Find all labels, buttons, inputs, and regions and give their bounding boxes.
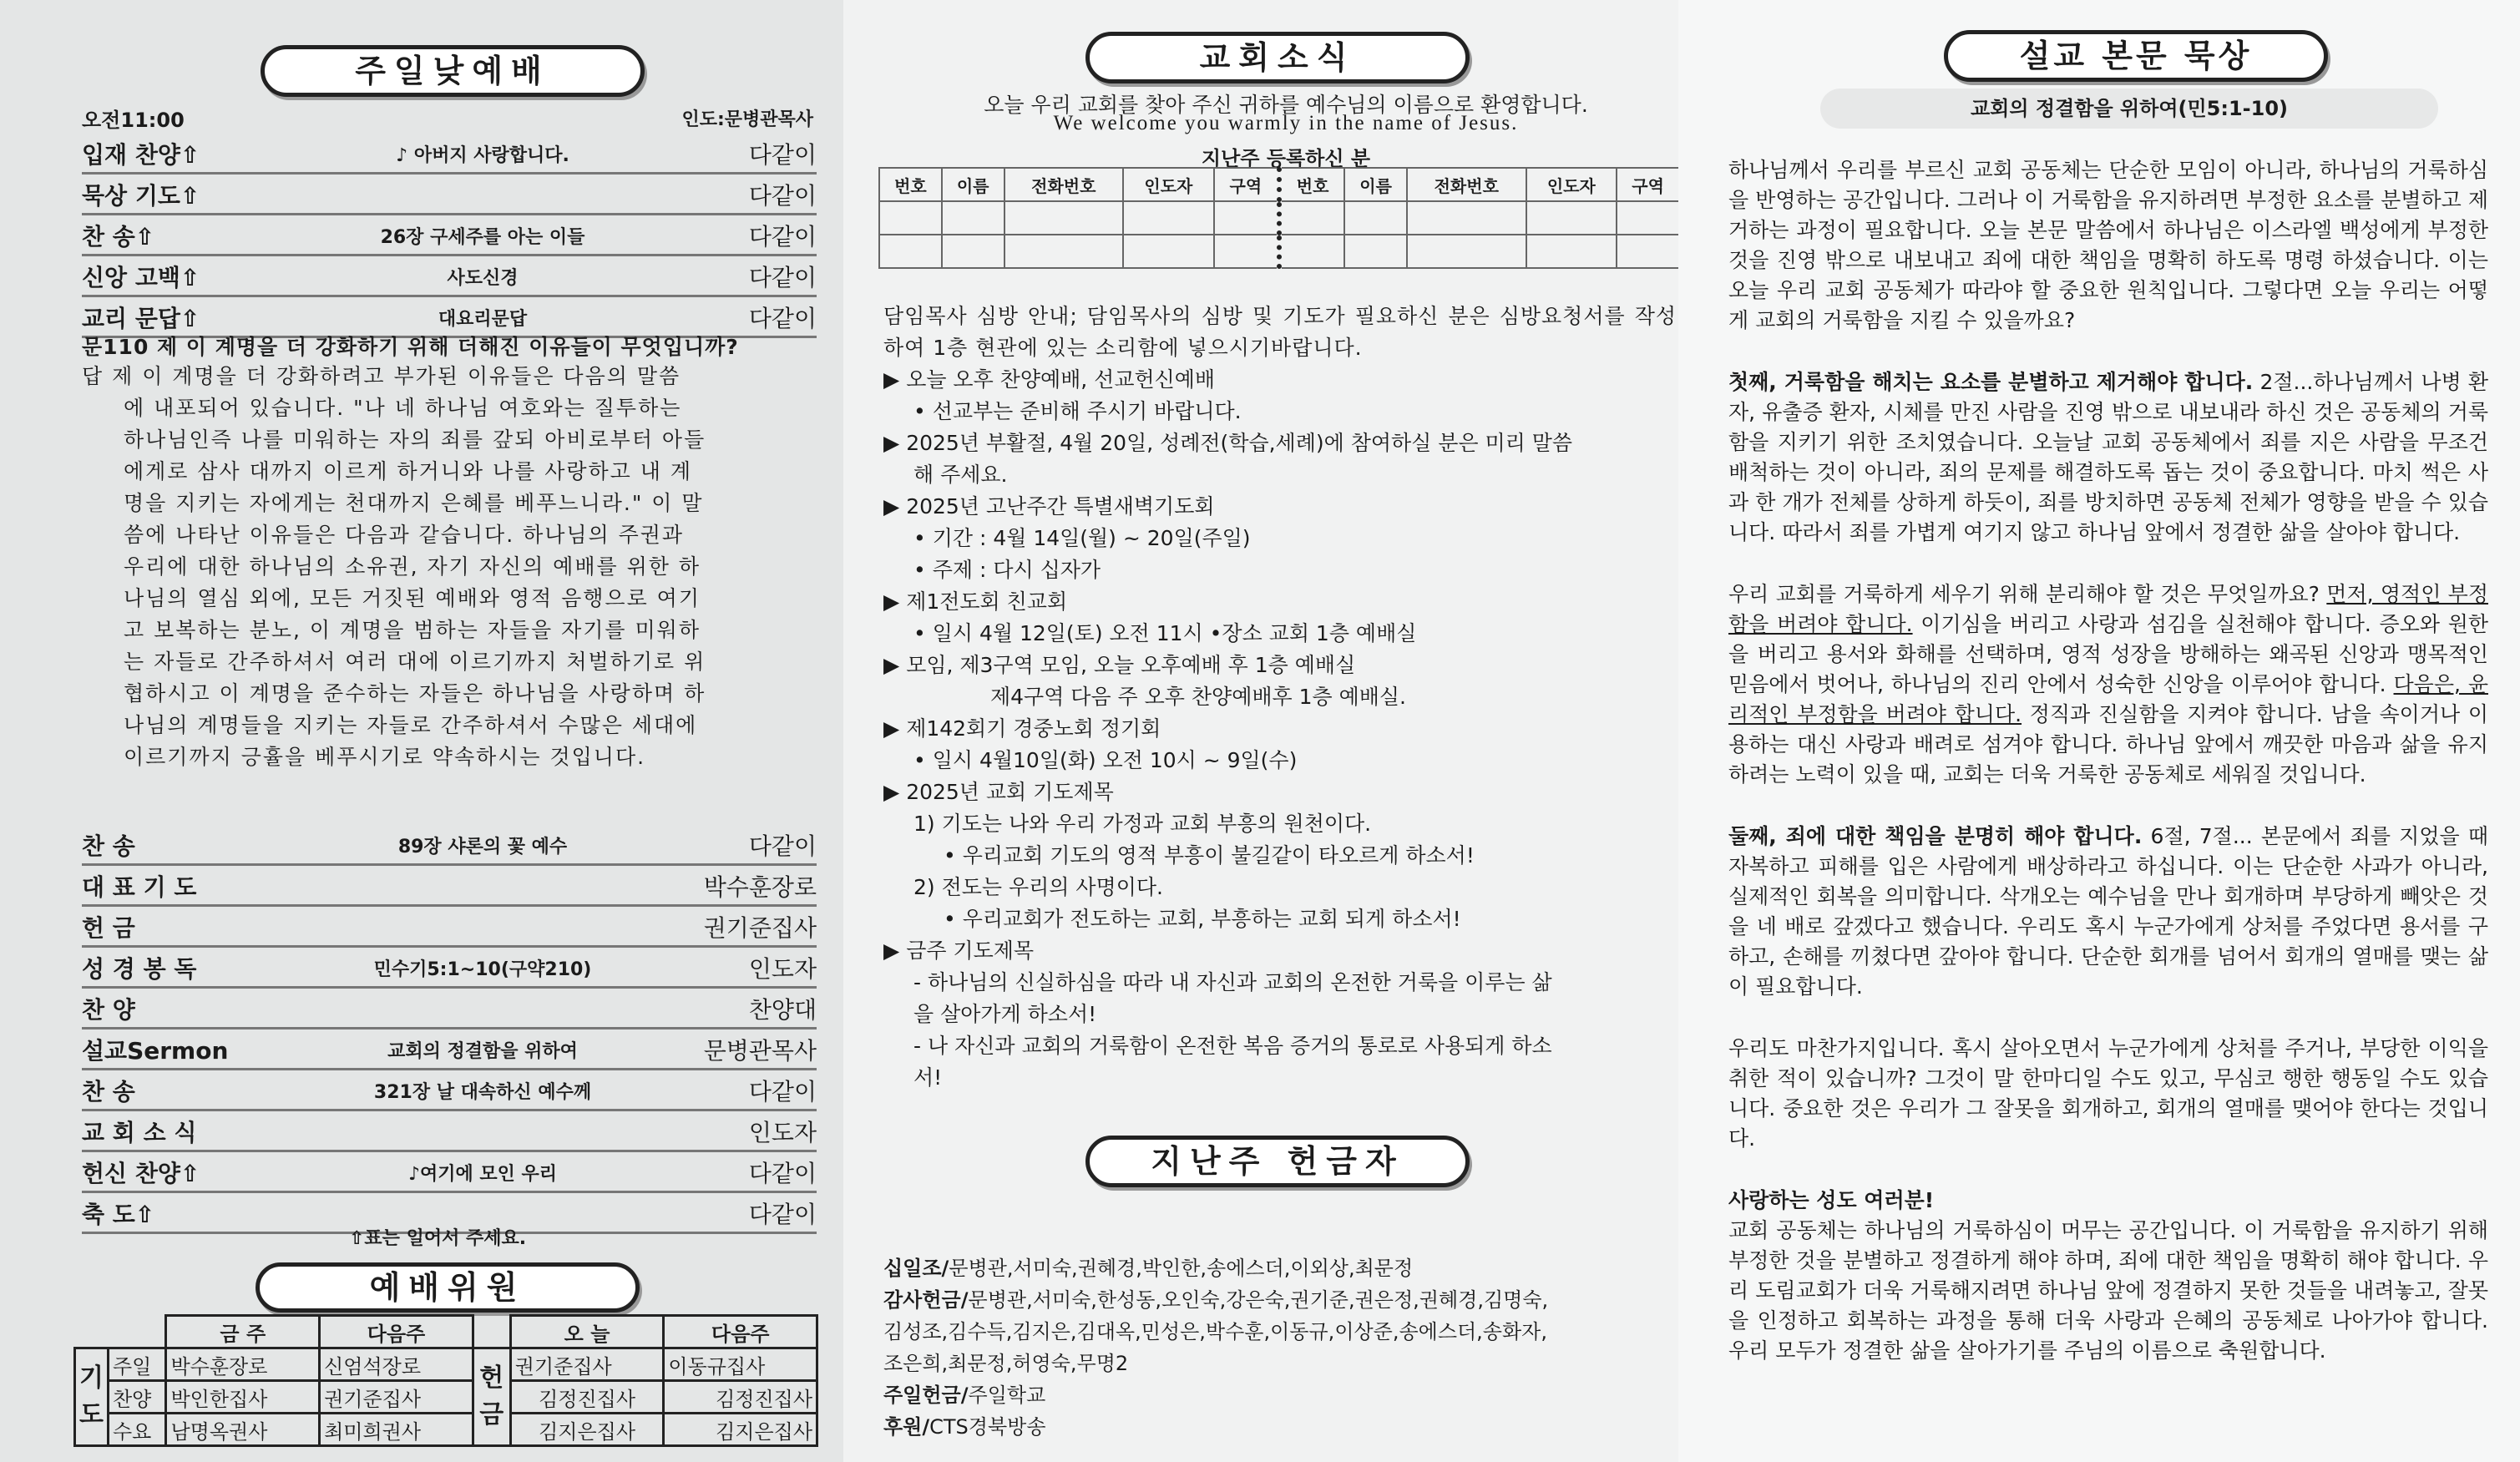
registration-cell — [1123, 235, 1214, 268]
order-item-person: 다같이 — [748, 1160, 817, 1187]
registration-cell — [1279, 201, 1344, 235]
offering-line — [883, 1348, 1677, 1379]
order-item-name: 묵상 기도⇧ — [82, 182, 200, 210]
news-text: 주제 : 다시 십자가 — [932, 558, 1101, 582]
dot-bullet-icon: • — [944, 907, 963, 931]
dot-bullet-icon: • — [913, 748, 933, 772]
order-item-person: 다같이 — [748, 264, 817, 291]
dot-bullet-icon: • — [913, 558, 933, 582]
news-item — [883, 523, 1677, 554]
news-text: 2) 전도는 우리의 사명이다. — [913, 875, 1163, 899]
news-item — [883, 681, 1677, 713]
order-item-content: 89장 샤론의 꽃 예수 — [397, 837, 568, 857]
registration-cell — [1617, 201, 1679, 235]
duty-cell: 권기준집사 — [320, 1381, 473, 1414]
news-item — [883, 364, 1677, 396]
news-text: 금주 기도제목 — [906, 938, 1035, 963]
order-item-content: ♪여기에 모인 우리 — [407, 1164, 558, 1185]
ethical-point: 다음은, 윤리적인 부정함을 버려야 합니다. — [1728, 672, 2488, 726]
order-row — [82, 1070, 817, 1111]
duty-day: 주일 — [108, 1348, 166, 1381]
order-item-content: 대요리문답 — [438, 309, 528, 330]
order-item-person: 권기준집사 — [703, 914, 817, 942]
offering-names: CTS경북방송 — [929, 1415, 1046, 1439]
separation-lead: 우리 교회를 거룩하게 세우기 위해 분리해야 할 것은 무엇일까요? — [1728, 582, 2327, 606]
order-row — [82, 1111, 817, 1152]
welcome-english: We welcome you warmly in the name of Jesus. — [1053, 112, 1519, 134]
news-item — [883, 967, 1677, 999]
order-item-person: 문병관목사 — [703, 1037, 817, 1065]
worship-time: 오전11:00 — [82, 109, 185, 132]
registration-cell — [1344, 235, 1407, 268]
spiritual-point: 먼저, 영적인 부정함을 버려야 합니다. — [1728, 582, 2488, 636]
closing-heading: 사랑하는 성도 여러분! — [1728, 1188, 1935, 1212]
answer-line: 고 보복하는 분노, 이 계명을 범하는 자들을 자기를 미워하 — [124, 618, 701, 642]
answer-line: 협하시고 이 계명을 준수하는 자들은 하나님을 사랑하며 하 — [124, 681, 706, 706]
order-item-person: 다같이 — [748, 1078, 817, 1105]
offering-label: 후원/ — [883, 1415, 930, 1439]
order-item-name: 찬 송⇧ — [82, 223, 155, 250]
news-list — [883, 364, 1677, 1094]
paragraph-closing — [1728, 1186, 2488, 1366]
duty-cell: 박인한집사 — [166, 1381, 320, 1414]
answer-line: 우리에 대한 하나님의 소유권, 자기 자신의 예배를 위한 하 — [124, 554, 701, 579]
answer-line: 씀에 나타난 이유들은 다음과 같습니다. 하나님의 주권과 — [124, 523, 685, 547]
order-item-person: 다같이 — [748, 182, 817, 210]
duty-cell: 김지은집사 — [664, 1414, 817, 1446]
second-heading: 둘째, 죄에 대한 책임을 분명히 해야 합니다. — [1728, 824, 2143, 848]
answer-line: 이르기까지 긍휼을 베푸시기로 약속하시는 것입니다. — [124, 745, 646, 769]
catechism-answer — [82, 361, 825, 773]
duty-header-today: 오 늘 — [510, 1316, 664, 1348]
registration-cell — [1526, 235, 1617, 268]
news-item — [883, 618, 1677, 650]
answer-line: 는 자들로 간주하셔서 여러 대에 이르기까지 처벌하기로 위 — [124, 650, 706, 674]
order-item-person: 인도자 — [748, 955, 817, 983]
registration-header: 전화번호 — [1004, 168, 1124, 201]
news-item — [883, 650, 1677, 681]
separation-end: 정직과 진실함을 지켜야 합니다. 남을 속이거나 이용하는 대신 사랑과 배려로 섬겨야 합니다. 하나님 앞에서 깨끗한 마음과 삶을 유지하려는 노력이 있을 때, 교회는 더욱 거룩한 공동체로 세워질 것입니다. — [1728, 702, 2488, 787]
order-item-person: 찬양대 — [748, 996, 817, 1024]
duty-cell: 박수훈장로 — [166, 1348, 320, 1381]
order-row — [82, 215, 817, 256]
news-item — [883, 999, 1677, 1030]
registration-header: 번호 — [879, 168, 942, 201]
news-item — [883, 491, 1677, 523]
news-item — [883, 713, 1677, 745]
offering-names: 조은희,최문정,허영숙,무명2 — [883, 1352, 1129, 1375]
paragraph-second — [1728, 822, 2488, 1002]
news-text: 2025년 고난주간 특별새벽기도회 — [906, 494, 1215, 519]
duty-cell: 최미희권사 — [320, 1414, 473, 1446]
stand-note: ⇧표는 일어서 주세요. — [349, 1228, 527, 1249]
registration-header: 구역 — [1214, 168, 1279, 201]
offering-label: 십일조/ — [883, 1257, 949, 1280]
offering-line — [883, 1316, 1677, 1348]
order-item-name: 찬 양 — [82, 996, 135, 1024]
meditation-title: 설교 본문 묵상 — [1944, 30, 2328, 82]
registration-cell — [1526, 201, 1617, 235]
news-item — [883, 840, 1677, 872]
offering-label: 주일헌금/ — [883, 1384, 969, 1407]
registration-cell — [1214, 201, 1279, 235]
answer-line: 나님의 계명들을 지키는 자들로 간주하셔서 수많은 세대에 — [124, 713, 698, 737]
church-news-column — [843, 0, 1678, 1462]
news-text: 2025년 교회 기도제목 — [906, 780, 1114, 804]
duty-cell: 남명옥권사 — [166, 1414, 320, 1446]
answer-line: 에게로 삼사 대까지 이르게 하거니와 나를 사랑하고 내 계 — [124, 459, 693, 483]
registration-cell — [942, 235, 1004, 268]
news-item — [883, 396, 1677, 427]
news-item — [883, 554, 1677, 586]
registration-header: 구역 — [1617, 168, 1679, 201]
news-item — [883, 777, 1677, 808]
worship-title: 주일낮예배 — [261, 45, 645, 97]
closing-body: 교회 공동체는 하나님의 거룩하심이 머무는 공간입니다. 이 거룩함을 유지하기 위해 부정한 것을 분별하고 정결하게 해야 하며, 죄에 대한 책임을 명확히 해야 합니다. 우리 도림교회가 더욱 거룩해지려면 하나님 앞에 정결하지 못한 것들을 내려놓고, 잘못을 인정하고 회복하는 과정을 통해 더욱 사랑과 은혜의 공동체로 나아가야 합니다. 우리 모두가 정결한 삶을 살아가기를 주님의 이름으로 축원합니다. — [1728, 1218, 2488, 1363]
duty-cell: 김정진집사 — [664, 1381, 817, 1414]
news-text: 을 살아가게 하소서! — [913, 1002, 1097, 1026]
order-item-person: 다같이 — [748, 223, 817, 250]
dot-bullet-icon: • — [913, 621, 933, 645]
answer-line: 에 내포되어 있습니다. "나 네 하나님 여호와는 질투하는 — [124, 396, 682, 420]
duty-title: 예배위원 — [256, 1262, 640, 1313]
news-text: 서! — [913, 1065, 943, 1090]
duty-side-offering: 헌금 — [473, 1348, 510, 1446]
paragraph-apply: 우리도 마찬가지입니다. 혹시 살아오면서 누군가에게 상처를 주거나, 부당한 이익을 취한 적이 있습니까? 그것이 말 한마디일 수도 있고, 무심코 행한 행동일 수도 있습니다. 중요한 것은 우리가 그 잘못을 회개하고, 회개의 열매를 맺어야 한다는 것입니다. — [1728, 1036, 2488, 1151]
order-row — [82, 1152, 817, 1193]
order-item-content: 321장 날 대속하신 예수께 — [373, 1082, 592, 1103]
duty-header-next-week: 다음주 — [320, 1316, 473, 1348]
news-text: 기간 : 4월 14일(월) ~ 20일(주일) — [932, 526, 1251, 550]
first-body: 2절...하나님께서 나병 환자, 유출증 환자, 시체를 만진 사람을 진영 밖으로 내보내라 하신 것은 공동체의 거룩함을 지키기 위한 조치였습니다. 오늘날 교회 공동체에서 죄를 지은 사람을 무조건 배척하는 것이 아니라, 죄의 문제를 해결하도록 돕는 것이 중요합니다. 마치 썩은 사과 한 개가 전체를 상하게 하듯이, 죄를 방치하면 공동체 전체가 영향을 받을 수 있습니다. 따라서 죄를 가볍게 여기지 않고 하나님 앞에서 정결한 삶을 살아야 합니다. — [1728, 370, 2488, 544]
news-text: - 하나님의 신실하심을 따라 내 자신과 교회의 온전한 거룩을 이루는 삶 — [913, 970, 1552, 994]
dot-bullet-icon: • — [944, 843, 963, 868]
news-text: 선교부는 준비해 주시기 바랍니다. — [932, 399, 1242, 423]
registration-title: 지난주 등록하신 분 — [1201, 147, 1371, 170]
news-item — [883, 903, 1677, 935]
order-row — [82, 134, 817, 175]
order-item-content: 민수기5:1~10(구약210) — [373, 959, 592, 980]
triangle-bullet-icon: ▶ — [883, 367, 907, 392]
dot-bullet-icon: • — [913, 526, 933, 550]
registration-cell — [1344, 201, 1407, 235]
order-item-name: 축 도⇧ — [82, 1201, 155, 1228]
duty-day: 찬양 — [108, 1381, 166, 1414]
order-item-content: ♪ 아버지 사랑합니다. — [396, 145, 569, 166]
registration-cell — [1004, 201, 1124, 235]
order-item-name: 교리 문답⇧ — [82, 305, 200, 332]
order-item-name: 교 회 소 식 — [82, 1119, 197, 1146]
order-item-content: 사도신경 — [447, 268, 519, 289]
offering-line — [883, 1252, 1677, 1284]
meditation-subtitle: 교회의 정결함을 위하여(민5:1-10) — [1820, 89, 2438, 129]
order-item-person: 다같이 — [748, 305, 817, 332]
offering-list — [883, 1252, 1677, 1443]
order-item-name: 헌신 찬양⇧ — [82, 1160, 200, 1187]
news-text: 일시 4월 12일(토) 오전 11시 •장소 교회 1층 예배실 — [932, 621, 1417, 645]
offering-names: 김성조,김수득,김지은,김대옥,민성은,박수훈,이동규,이상준,송에스더,송화자, — [883, 1320, 1547, 1343]
triangle-bullet-icon: ▶ — [883, 780, 907, 804]
news-text: 우리교회가 전도하는 교회, 부흥하는 교회 되게 하소서! — [962, 907, 1461, 931]
registration-cell — [1279, 235, 1344, 268]
news-text: 제142회기 경중노회 정기회 — [906, 716, 1161, 741]
duty-cell: 김정진집사 — [510, 1381, 664, 1414]
registration-header: 전화번호 — [1407, 168, 1526, 201]
order-row — [82, 256, 817, 297]
order-item-name: 찬 송 — [82, 832, 135, 860]
triangle-bullet-icon: ▶ — [883, 938, 907, 963]
registration-cell — [1407, 235, 1526, 268]
order-item-person: 다같이 — [748, 141, 817, 169]
answer-line: 나님의 열심 외에, 모든 거짓된 예배와 영적 음행으로 여기 — [124, 586, 701, 610]
order-item-name: 헌 금 — [82, 914, 135, 942]
news-item — [883, 808, 1677, 840]
order-item-name: 대 표 기 도 — [82, 873, 197, 901]
registration-header: 번호 — [1279, 168, 1344, 201]
order-item-name: 성 경 봉 독 — [82, 955, 197, 983]
news-text: 오늘 오후 찬양예배, 선교헌신예배 — [906, 367, 1216, 392]
worship-order-column — [0, 0, 843, 1462]
order-row — [82, 948, 817, 989]
registration-cell — [879, 201, 942, 235]
duty-cell: 이동규집사 — [664, 1348, 817, 1381]
offering-label: 감사헌금/ — [883, 1288, 969, 1312]
triangle-bullet-icon: ▶ — [883, 716, 907, 741]
offering-names: 문병관,서미숙,권혜경,박인한,송에스더,이외상,최문정 — [949, 1257, 1414, 1280]
news-text: - 나 자신과 교회의 거룩함이 온전한 복음 증거의 통로로 사용되게 하소 — [913, 1034, 1552, 1058]
order-item-content: 교회의 정결함을 위하여 — [387, 1041, 578, 1062]
dot-bullet-icon: • — [913, 399, 933, 423]
duty-cell: 신엄석장로 — [320, 1348, 473, 1381]
news-item — [883, 935, 1677, 967]
registration-table — [878, 167, 1680, 269]
news-item — [883, 872, 1677, 903]
news-text: 1) 기도는 나와 우리 가정과 교회 부흥의 원천이다. — [913, 812, 1372, 836]
news-item — [883, 1030, 1677, 1062]
order-row — [82, 989, 817, 1029]
duty-header-this-week: 금 주 — [166, 1316, 320, 1348]
news-text: 제4구역 다음 주 오후 찬양예배후 1층 예배실. — [990, 685, 1406, 709]
registration-cell — [1123, 201, 1214, 235]
registration-header: 인도자 — [1123, 168, 1214, 201]
news-text: 일시 4월10일(화) 오전 10시 ~ 9일(수) — [932, 748, 1298, 772]
meditation-body — [1728, 155, 2488, 1366]
duty-header-next-week-2: 다음주 — [664, 1316, 817, 1348]
order-item-name: 찬 송 — [82, 1078, 135, 1105]
worship-leader: 인도:문병관목사 — [681, 109, 813, 130]
news-text: 2025년 부활절, 4월 20일, 성례전(학습,세례)에 참여하실 분은 미리 말씀 — [906, 431, 1573, 455]
duty-side-prayer: 기도 — [75, 1348, 109, 1446]
offering-line — [883, 1411, 1677, 1443]
registration-cell — [1407, 201, 1526, 235]
offering-names: 문병관,서미숙,한성동,오인숙,강은숙,권기준,권은정,권혜경,김명숙, — [968, 1288, 1549, 1312]
order-item-name: 설교Sermon — [82, 1037, 229, 1065]
news-item — [883, 1062, 1677, 1094]
duty-cell: 권기준집사 — [510, 1348, 664, 1381]
news-text: 제1전도회 친교회 — [906, 589, 1068, 614]
order-row — [82, 825, 817, 866]
order-row — [82, 907, 817, 948]
duty-day: 수요 — [108, 1414, 166, 1446]
registration-cell — [942, 201, 1004, 235]
registration-header: 이름 — [942, 168, 1004, 201]
order-row — [82, 175, 817, 215]
triangle-bullet-icon: ▶ — [883, 589, 907, 614]
order-item-name: 입재 찬양⇧ — [82, 141, 200, 169]
news-text: 모임, 제3구역 모임, 오늘 오후예배 후 1층 예배실 — [906, 653, 1356, 677]
registration-header: 이름 — [1344, 168, 1407, 201]
second-body: 6절, 7절... 본문에서 죄를 지었을 때 자복하고 피해를 입은 사람에게 배상하라고 하십니다. 이는 단순한 사과가 아니라, 실제적인 회복을 의미합니다. 삭개오는 예수님을 만나 회개하며 부당하게 빼앗은 것을 네 배로 갚겠다고 했습니다. 우리도 혹시 누군가에게 상처를 주었다면 용서를 구하고, 손해를 끼쳤다면 갚아야 합니다. 단순한 회개를 넘어서 회개의 열매를 맺는 삶이 필요합니다. — [1728, 824, 2488, 999]
order-row — [82, 1029, 817, 1070]
first-heading: 첫째, 거룩함을 해치는 요소를 분별하고 제거해야 합니다. — [1728, 370, 2254, 394]
news-title: 교회소식 — [1085, 32, 1470, 83]
order-item-content: 26장 구세주를 아는 이들 — [380, 227, 585, 248]
visit-notice: 담임목사 심방 안내; 담임목사의 심방 및 기도가 필요하신 분은 심방요청서를 작성하여 1층 현관에 있는 소리함에 넣으시기바랍니다. — [883, 304, 1677, 360]
triangle-bullet-icon: ▶ — [883, 431, 907, 455]
order-item-person: 다같이 — [748, 1201, 817, 1228]
offering-line — [883, 1284, 1677, 1316]
duty-cell: 김지은집사 — [510, 1414, 664, 1446]
registration-cell — [1004, 235, 1124, 268]
welcome-korean: 오늘 우리 교회를 찾아 주신 귀하를 예수님의 이름으로 환영합니다. — [984, 93, 1588, 117]
paragraph-separation — [1728, 579, 2488, 790]
answer-line: 하나님인즉 나를 미워하는 자의 죄를 갚되 아비로부터 아들 — [124, 427, 706, 452]
offering-title: 지난주 헌금자 — [1085, 1136, 1470, 1187]
answer-line: 답 제 이 계명을 더 강화하려고 부가된 이유들은 다음의 말씀 — [82, 364, 681, 388]
registration-header: 인도자 — [1526, 168, 1617, 201]
order-row — [82, 866, 817, 907]
paragraph-first — [1728, 367, 2488, 548]
registration-cell — [879, 235, 942, 268]
news-item — [883, 586, 1677, 618]
registration-cell — [1214, 235, 1279, 268]
answer-line: 명을 지키는 자에게는 천대까지 은혜를 베푸느니라." 이 말 — [124, 491, 704, 515]
order-item-person: 인도자 — [748, 1119, 817, 1146]
sermon-meditation-column — [1678, 0, 2520, 1462]
news-item — [883, 427, 1677, 459]
triangle-bullet-icon: ▶ — [883, 653, 907, 677]
order-item-person: 박수훈장로 — [703, 873, 817, 901]
offering-names: 주일학교 — [968, 1384, 1046, 1407]
news-text: 우리교회 기도의 영적 부흥이 불길같이 타오르게 하소서! — [962, 843, 1475, 868]
registration-cell — [1617, 235, 1679, 268]
order-item-person: 다같이 — [748, 832, 817, 860]
paragraph-intro: 하나님께서 우리를 부르신 교회 공동체는 단순한 모임이 아니라, 하나님의 거룩하심을 반영하는 공간입니다. 그러나 이 거룩함을 유지하려면 부정한 요소를 분별하고 제거하는 과정이 필요합니다. 오늘 본문 말씀에서 하나님은 이스라엘 백성에게 부정한 것을 진영 밖으로 내보내고 죄에 대한 책임을 명확히 하도록 명령 하셨습니다. 이는 오늘 우리 교회 공동체가 따라야 할 중요한 원칙입니다. 그렇다면 오늘 우리는 어떻게 교회의 거룩함을 지킬 수 있을까요? — [1728, 158, 2488, 332]
order-item-name: 신앙 고백⇧ — [82, 264, 200, 291]
triangle-bullet-icon: ▶ — [883, 494, 907, 519]
news-item — [883, 745, 1677, 777]
duty-table — [73, 1314, 818, 1447]
separation-body: 이기심을 버리고 사랑과 섬김을 실천해야 합니다. 증오와 원한을 버리고 용서와 화해를 선택하며, 영적 성장을 방해하는 왜곡된 신앙과 맹목적인 믿음에서 벗어나, 하나님의 진리 안에서 성숙한 신앙을 이루어야 합니다. — [1728, 612, 2488, 696]
news-text: 해 주세요. — [913, 463, 1008, 487]
offering-line — [883, 1379, 1677, 1411]
news-item — [883, 459, 1677, 491]
catechism-question: 문110 제 이 계명을 더 강화하기 위해 더해진 이유들이 무엇입니까? — [82, 335, 739, 359]
